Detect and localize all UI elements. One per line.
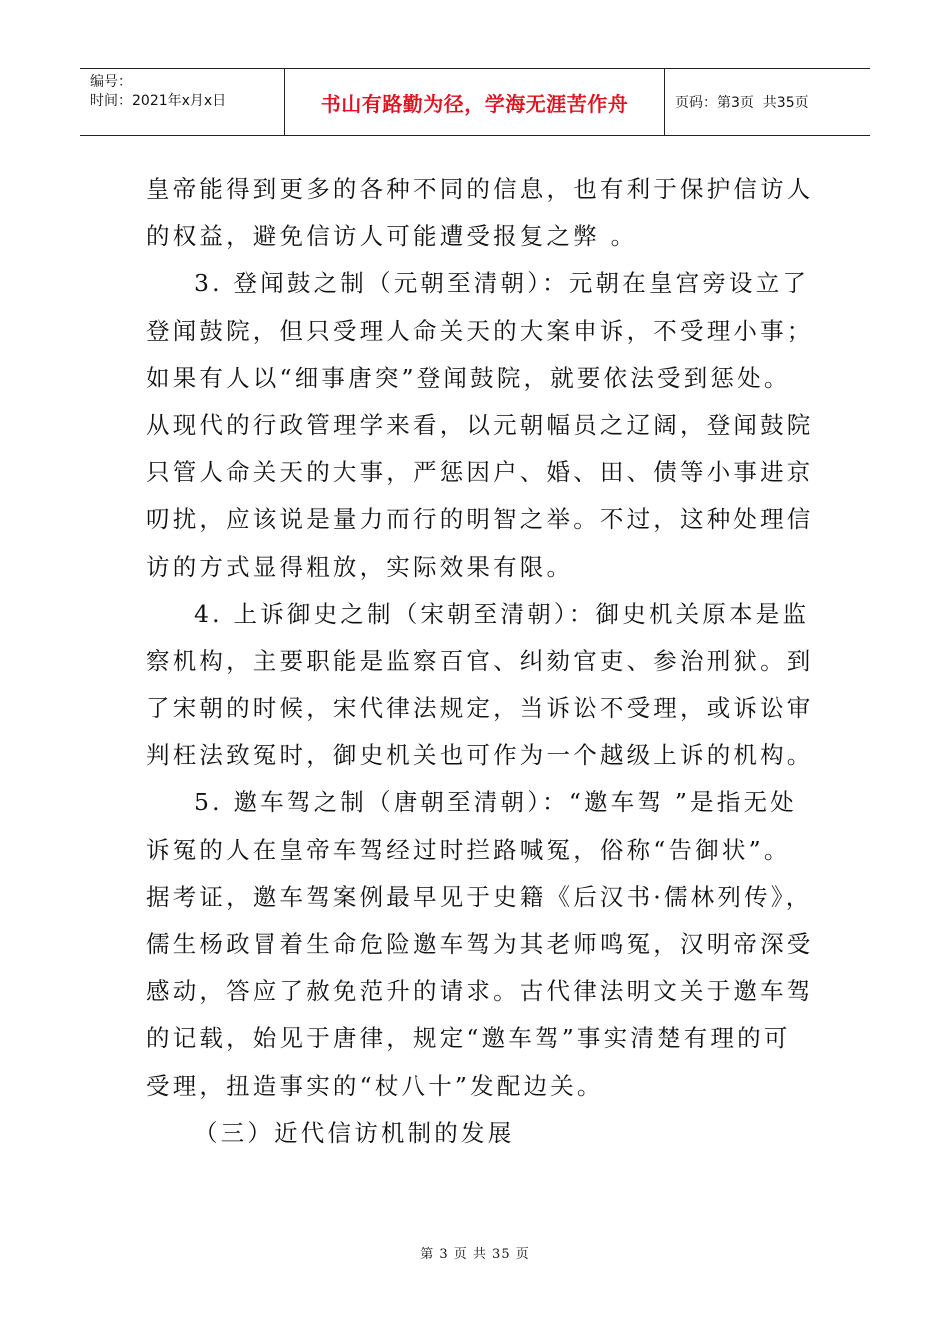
page-footer: 第 3 页 共 35 页: [420, 1247, 530, 1262]
header-page-info: 页码：第3页 共35页: [675, 95, 809, 111]
body-line: 感动，答应了赦免范升的请求。古代律法明文关于邀车驾: [146, 977, 814, 1006]
body-line: 的记载，始见于唐律，规定“邀车驾”事实清楚有理的可: [146, 1024, 791, 1053]
body-line: 皇帝能得到更多的各种不同的信息，也有利于保护信访人: [146, 175, 814, 203]
document-time-label: 时间：2021年x月x日: [90, 93, 227, 109]
body-line: 从现代的行政管理学来看，以元朝幅员之辽阔，登闻鼓院: [146, 410, 814, 439]
body-line: 儒生杨政冒着生命危险邀车驾为其老师鸣冤，汉明帝深受: [146, 930, 814, 958]
body-line: 5. 邀车驾之制（唐朝至清朝）：“邀车驾 ”是指无处: [194, 788, 797, 817]
header-motto: 书山有路勤为径，学海无涯苦作舟: [320, 91, 629, 116]
body-line: 4. 上诉御史之制（宋朝至清朝）：御史机关原本是监: [194, 599, 810, 628]
page-header: [80, 68, 870, 136]
section-heading: （三）近代信访机制的发展: [194, 1118, 515, 1147]
document-number-label: 编号：: [90, 74, 132, 90]
body-line: 了宋朝的时候，宋代律法规定，当诉讼不受理，或诉讼审: [146, 694, 814, 723]
body-line: 只管人命关天的大事，严惩因户、婚、田、债等小事进京: [146, 458, 814, 487]
body-line: 3. 登闻鼓之制（元朝至清朝）：元朝在皇宫旁设立了: [194, 269, 810, 298]
document-body: [146, 166, 816, 1157]
body-line: 判枉法致冤时，御史机关也可作为一个越级上诉的机构。: [146, 741, 814, 770]
body-line: 访的方式显得粗放，实际效果有限。: [146, 552, 574, 581]
body-line: 据考证，邀车驾案例最早见于史籍《后汉书·儒林列传》，: [146, 882, 813, 911]
body-line: 的权益，避免信访人可能遭受报复之弊 。: [146, 222, 638, 251]
body-line: 如果有人以“细事唐突”登闻鼓院，就要依法受到惩处。: [146, 363, 791, 392]
body-line: 察机构，主要职能是监察百官、纠劾官吏、参治刑狱。到: [146, 646, 814, 675]
header-motto-cell: [285, 69, 665, 135]
header-meta: [80, 69, 285, 135]
body-line: 受理，扭造事实的“杖八十”发配边关。: [146, 1071, 604, 1100]
body-line: 诉冤的人在皇帝车驾经过时拦路喊冤，俗称“告御状”。: [146, 835, 791, 864]
body-line: 叨扰，应该说是量力而行的明智之举。不过，这种处理信: [146, 505, 814, 534]
body-line: 登闻鼓院，但只受理人命关天的大案申诉，不受理小事；: [146, 316, 814, 345]
